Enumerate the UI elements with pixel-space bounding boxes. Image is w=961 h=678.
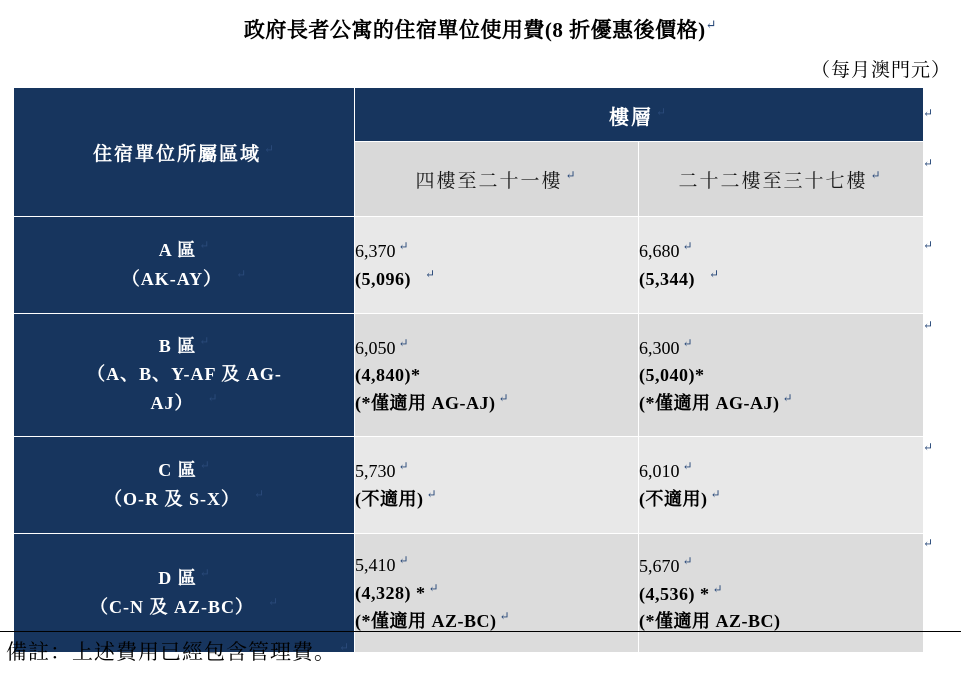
region-name-text: C 區 <box>158 460 197 481</box>
pilcrow-icon: ↵ <box>682 459 693 473</box>
region-codes-cont-text: AJ） <box>150 392 194 413</box>
price-discounted <box>355 265 638 293</box>
fee-table <box>14 88 923 653</box>
header-floor-col-2 <box>639 142 923 217</box>
header-region-label: 住宿單位所屬區域 <box>92 144 261 165</box>
table-row <box>15 437 923 534</box>
price-discounted <box>355 579 638 607</box>
price-footnote <box>639 389 922 417</box>
region-codes-text: （AK-AY） <box>121 269 223 289</box>
price-standard-text: 5,730 <box>355 461 396 481</box>
pilcrow-icon: ↵ <box>498 390 510 405</box>
pilcrow-icon: ↵ <box>712 581 724 596</box>
table-row <box>15 534 923 653</box>
page-title-main: 政府長者公寓的住宿單位使用費 <box>243 18 545 42</box>
region-codes-text: （A、B、Y-AF 及 AG- <box>87 364 282 385</box>
row-b-col-1 <box>355 314 639 437</box>
pilcrow-icon: ↵ <box>923 238 934 252</box>
row-c-col-2 <box>639 437 923 534</box>
region-name <box>15 564 354 593</box>
pilcrow-icon: ↵ <box>267 595 280 609</box>
price-footnote-text: (*僅適用 AZ-BC) <box>355 611 497 631</box>
price-discounted-text: (5,040)* <box>639 364 705 385</box>
price-footnote-text: (*僅適用 AZ-BC) <box>639 610 781 631</box>
region-name <box>15 456 354 485</box>
price-discounted <box>355 362 638 389</box>
pilcrow-icon: ↵ <box>655 104 669 119</box>
row-c-col-1 <box>355 437 639 534</box>
pilcrow-icon: ↵ <box>199 238 211 253</box>
price-discounted-text: (4,840)* <box>355 364 421 385</box>
row-region-b <box>15 314 355 437</box>
price-discounted-text: (不適用) <box>639 489 708 509</box>
table-row <box>15 217 923 314</box>
price-standard <box>639 552 922 580</box>
pilcrow-icon: ↵ <box>398 459 409 473</box>
row-region-c <box>15 437 355 534</box>
region-name-text: B 區 <box>158 336 197 357</box>
pilcrow-icon: ↵ <box>682 553 693 568</box>
pilcrow-icon: ↵ <box>426 487 438 501</box>
price-discounted-text: (不適用) <box>355 489 424 509</box>
region-codes <box>15 361 354 389</box>
price-standard-text: 6,300 <box>639 337 680 358</box>
footer-note-text: 備註：上述費用已經包含管理費。 <box>6 640 336 664</box>
price-standard-text: 6,010 <box>639 461 680 481</box>
region-name-text: D 區 <box>158 568 197 589</box>
price-standard-text: 5,670 <box>639 555 680 576</box>
price-discounted <box>639 265 922 293</box>
header-floor-col-1-label: 四樓至二十一樓 <box>415 170 563 192</box>
pilcrow-icon: ↵ <box>923 536 934 550</box>
price-discounted <box>639 580 922 608</box>
pilcrow-icon: ↵ <box>923 440 934 454</box>
price-standard-text: 6,680 <box>639 241 680 261</box>
region-name-text: A 區 <box>158 240 197 261</box>
region-codes-text: （C-N 及 AZ-BC） <box>89 597 254 617</box>
table-row <box>15 314 923 437</box>
page-title <box>0 14 961 44</box>
pilcrow-icon: ↵ <box>870 168 883 183</box>
pilcrow-icon: ↵ <box>682 335 693 350</box>
row-a-col-2 <box>639 217 923 314</box>
row-region-a <box>15 217 355 314</box>
pilcrow-icon: ↵ <box>199 458 211 473</box>
row-a-col-1 <box>355 217 639 314</box>
price-footnote-text: (*僅適用 AG-AJ) <box>355 392 496 413</box>
price-standard <box>639 457 922 485</box>
currency-unit-note <box>811 55 951 82</box>
price-discounted-text: (5,096) <box>355 269 411 289</box>
header-region-cell <box>15 89 355 217</box>
header-floor-label: 樓層 <box>608 106 653 129</box>
header-floor-col-1 <box>355 142 639 217</box>
region-codes <box>15 593 354 622</box>
pilcrow-icon: ↵ <box>705 17 718 32</box>
pilcrow-icon: ↵ <box>782 390 794 405</box>
pilcrow-icon: ↵ <box>565 168 578 183</box>
table-header-row-1 <box>15 89 923 142</box>
pilcrow-icon: ↵ <box>425 267 436 281</box>
pilcrow-icon: ↵ <box>236 267 248 281</box>
paragraph-marks-column <box>923 88 947 628</box>
price-standard-text: 6,370 <box>355 241 396 261</box>
region-name <box>15 236 354 265</box>
pilcrow-icon: ↵ <box>923 318 934 332</box>
price-discounted-text: (4,536) * <box>639 583 710 604</box>
region-codes <box>15 265 354 294</box>
price-standard <box>355 334 638 362</box>
fee-table-container <box>14 88 922 653</box>
price-discounted <box>639 362 922 389</box>
price-discounted <box>355 485 638 513</box>
pilcrow-icon: ↵ <box>263 141 277 156</box>
pilcrow-icon: ↵ <box>428 581 440 595</box>
price-standard-text: 6,050 <box>355 337 396 358</box>
header-floor-col-2-label: 二十二樓至三十七樓 <box>678 170 868 192</box>
pilcrow-icon: ↵ <box>199 334 211 349</box>
pilcrow-icon: ↵ <box>398 335 409 350</box>
pilcrow-icon: ↵ <box>253 487 266 501</box>
row-region-d <box>15 534 355 653</box>
pilcrow-icon: ↵ <box>499 609 511 623</box>
price-standard <box>639 334 922 362</box>
price-standard <box>355 551 638 579</box>
region-codes-cont <box>15 389 354 418</box>
pilcrow-icon: ↵ <box>398 553 409 567</box>
currency-unit-text: （每月澳門元） <box>810 60 951 81</box>
footer-note <box>6 636 350 666</box>
pilcrow-icon: ↵ <box>398 239 409 253</box>
price-standard <box>639 237 922 265</box>
region-codes <box>15 485 354 514</box>
pilcrow-icon: ↵ <box>710 487 722 501</box>
pilcrow-icon: ↵ <box>923 156 934 170</box>
row-b-col-2 <box>639 314 923 437</box>
price-discounted-text: (4,328) * <box>355 583 426 603</box>
pilcrow-icon: ↵ <box>207 390 219 405</box>
region-name <box>15 332 354 361</box>
price-standard <box>355 457 638 485</box>
price-discounted <box>639 485 922 513</box>
page-title-suffix: (8 折優惠後價格) <box>544 18 706 42</box>
pilcrow-icon: ↵ <box>199 566 211 581</box>
pilcrow-icon: ↵ <box>682 239 693 253</box>
pilcrow-icon: ↵ <box>709 267 720 281</box>
footer-divider <box>0 631 961 632</box>
pilcrow-icon: ↵ <box>923 106 934 120</box>
region-codes-text: （O-R 及 S-X） <box>103 489 240 509</box>
pilcrow-icon: ↵ <box>339 640 351 654</box>
header-floor-cell <box>355 89 923 142</box>
price-footnote-text: (*僅適用 AG-AJ) <box>639 392 780 413</box>
price-standard-text: 5,410 <box>355 555 396 575</box>
price-discounted-text: (5,344) <box>639 269 695 289</box>
price-footnote <box>355 389 638 417</box>
row-d-col-2 <box>639 534 923 653</box>
row-d-col-1 <box>355 534 639 653</box>
price-standard <box>355 237 638 265</box>
